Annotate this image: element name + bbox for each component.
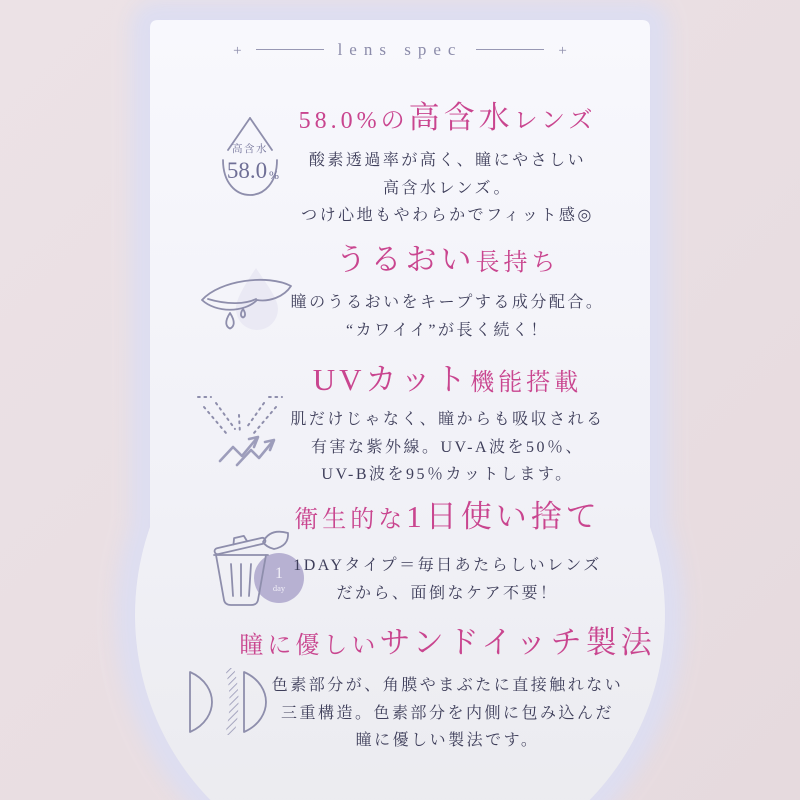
body-line: 有害な紫外線。UV-A波を50％、 — [310, 438, 585, 456]
header-sparkle-right-icon: + — [558, 43, 567, 59]
header — [0, 40, 800, 60]
section-body-moisture — [230, 289, 665, 344]
header-sparkle-left-icon: + — [233, 43, 242, 59]
section-title-sandwich — [220, 626, 675, 660]
title-part-em: UVカット — [312, 362, 471, 397]
section-body-sandwich — [230, 672, 665, 755]
section-title-uv — [220, 363, 675, 397]
body-line: 瞳に優しい製法です。 — [355, 732, 540, 749]
badge-unit: day — [272, 583, 286, 593]
body-line: 1DAYタイプ＝毎日あたらしいレンズ — [293, 557, 602, 574]
page-title: lens spec — [337, 40, 463, 59]
title-part: 瞳に優しい — [239, 633, 380, 659]
header-rule-left — [256, 49, 324, 50]
title-part-em: 1日使い捨て — [406, 499, 601, 534]
section-body-oneday — [230, 552, 665, 607]
body-line: 三重構造。色素部分を内側に包み込んだ — [280, 704, 614, 722]
section-body-uv — [230, 406, 665, 489]
section-title-oneday — [220, 500, 675, 534]
body-line: 瞳のうるおいをキープする成分配合。 — [290, 294, 605, 311]
header-rule-right — [476, 49, 544, 50]
title-part: 機能搭載 — [470, 370, 583, 396]
title-part: 衛生的な — [294, 507, 407, 533]
section-body-water — [230, 147, 665, 230]
title-part: レンズ — [513, 108, 597, 134]
title-part: 58.0%の — [298, 108, 409, 134]
section-title-moisture — [220, 243, 675, 277]
title-part: 長持ち — [475, 250, 560, 276]
badge-number: 1 — [275, 565, 283, 582]
body-line: UV-B波を95％カットします。 — [321, 466, 574, 483]
body-line: 肌だけじゃなく、瞳からも吸収される — [290, 411, 605, 428]
body-line: つけ心地もやわらかでフィット感◎ — [301, 207, 594, 224]
body-line: 色素部分が、角膜やまぶたに直接触れない — [271, 677, 624, 694]
title-part-em: サンドイッチ製法 — [379, 625, 656, 660]
drop-icon-value: 58.0 — [226, 158, 268, 183]
title-part-em: うるおい — [335, 242, 476, 277]
drop-icon-unit: % — [269, 168, 279, 182]
title-part-em: 高含水 — [408, 100, 514, 135]
body-line: だから、面倒なケア不要！ — [336, 584, 559, 602]
section-title-water — [220, 101, 675, 135]
body-line: 高含水レンズ。 — [382, 179, 513, 197]
drop-icon-label: 高含水 — [232, 144, 268, 155]
body-line: “カワイイ”が長く続く！ — [346, 321, 549, 339]
body-line: 酸素透過率が高く、瞳にやさしい — [308, 152, 587, 169]
